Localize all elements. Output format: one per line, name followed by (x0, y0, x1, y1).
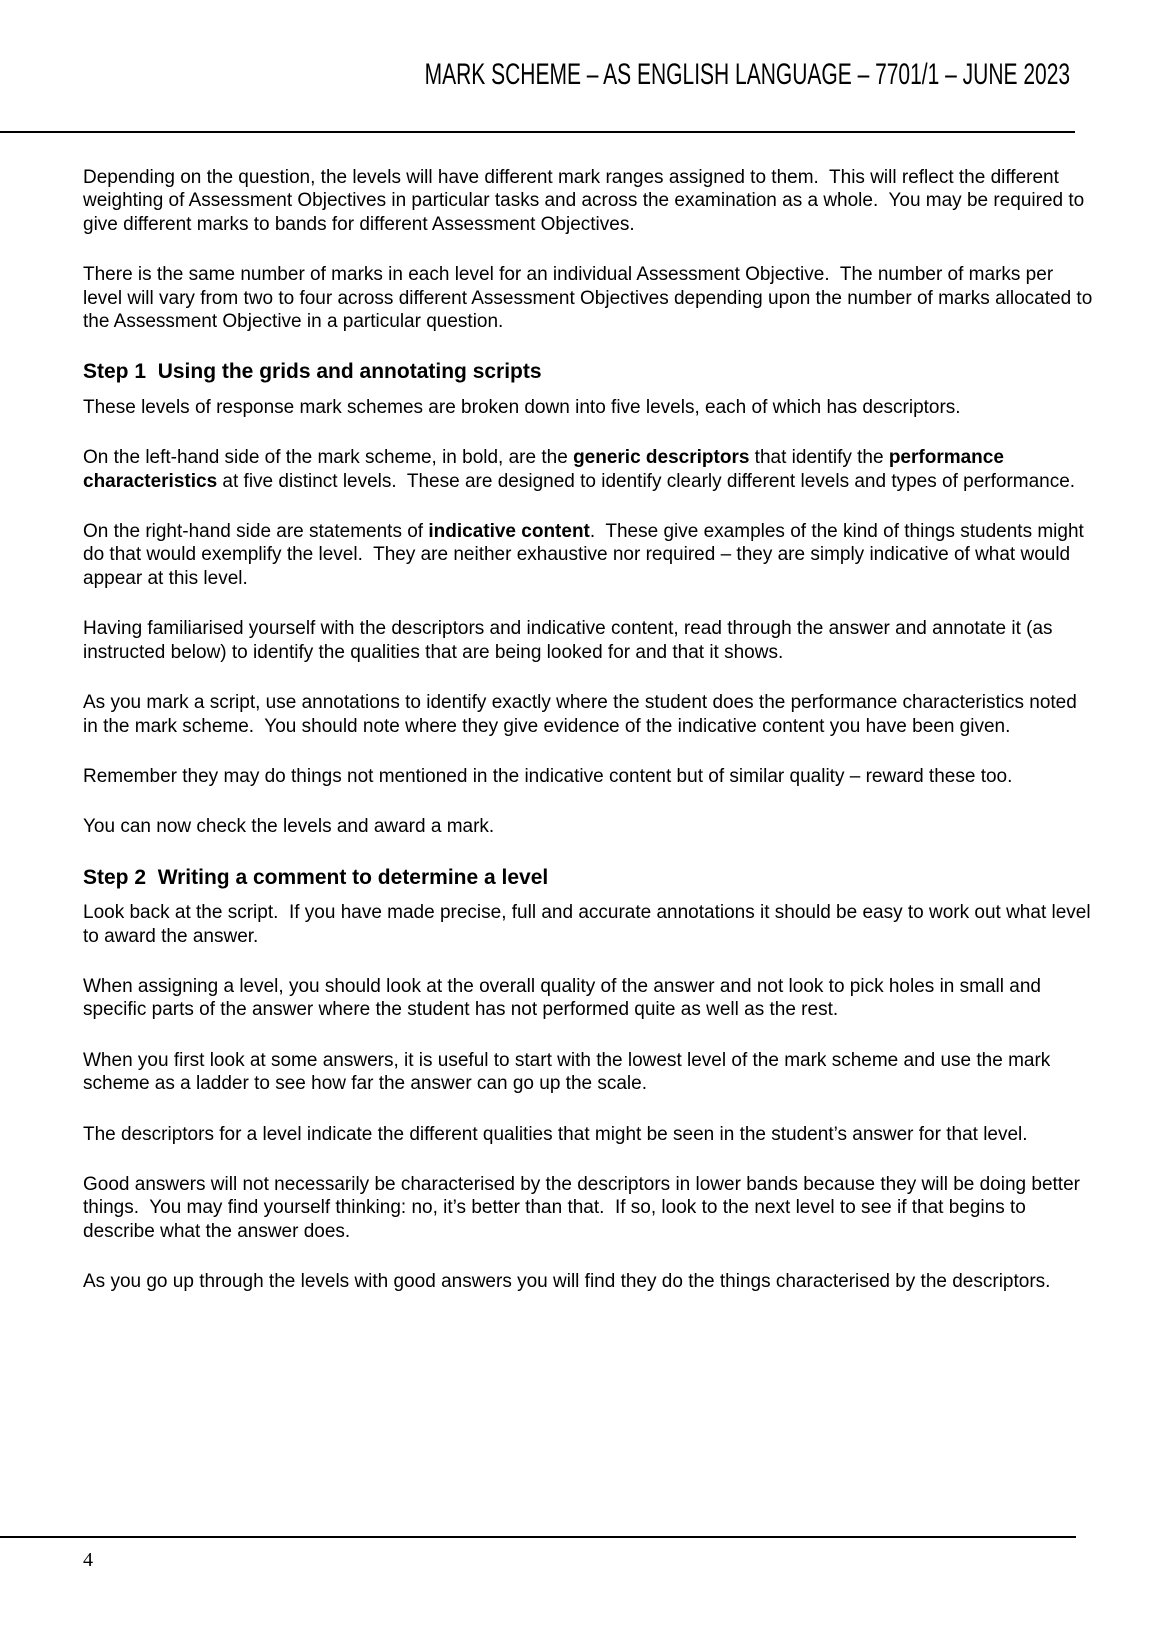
paragraph-intro-2: There is the same number of marks in each level for an individual Assessment Objective. The number of marks per level will vary from two to four across different Assessment Objectives depending upon the number of marks allocated to the Assessment Objective in a particular question. (83, 264, 1098, 333)
bold-term-indicative-content: indicative content (428, 521, 590, 543)
header-divider-line (0, 131, 1075, 133)
page-number: 4 (83, 1549, 93, 1571)
text-segment: that identify the (749, 447, 889, 469)
step1-paragraph-5: As you mark a script, use annotations to identify exactly where the student does the performance characteristics noted in the mark scheme. You should note where they give evidence of the indicative content you have been given. (83, 692, 1083, 737)
step1-paragraph-6: Remember they may do things not mentioned in the indicative content but of similar quality – reward these too. (83, 765, 1013, 787)
bold-term-generic-descriptors: generic descriptors (573, 447, 750, 469)
step2-paragraph-4: The descriptors for a level indicate the different qualities that might be seen in the student’s answer for that level. (83, 1123, 1028, 1145)
text-segment: On the left-hand side of the mark scheme, in bold, are the (83, 447, 574, 469)
step2-paragraph-5: Good answers will not necessarily be characterised by the descriptors in lower bands because they will be doing better things. You may find yourself thinking: no, it’s better than that. If so, look to the next level to see if that begins to describe what the answer does. (83, 1173, 1086, 1242)
text-segment: at five distinct levels. These are designed to identify clearly different levels and types of performance. (217, 470, 1076, 492)
step1-paragraph-4: Having familiarised yourself with the descriptors and indicative content, read through the answer and annotate it (as instructed below) to identify the qualities that are being looked for and that it shows. (83, 618, 1058, 663)
step2-paragraph-3: When you first look at some answers, it is useful to start with the lowest level of the mark scheme and use the mark scheme as a ladder to see how far the answer can go up the scale. (83, 1049, 1056, 1095)
step1-paragraph-3 (83, 520, 1093, 590)
step2-paragraph-1: Look back at the script. If you have made precise, full and accurate annotations it should be easy to work out what level to award the answer. (83, 902, 1096, 947)
step2-paragraph-6: As you go up through the levels with good answers you will find they do the things characterised by the descriptors. (83, 1271, 1051, 1293)
step1-paragraph-1: These levels of response mark schemes are broken down into five levels, each of which has descriptors. (83, 396, 961, 418)
step1-paragraph-2 (83, 446, 1093, 493)
paragraph-intro-1: Depending on the question, the levels will have different mark ranges assigned to them. This will reflect the different weighting of Assessment Objectives in particular tasks and across the examination as a whole. You may be required to give different marks to bands for different Assessment Objectives. (83, 167, 1090, 235)
step2-paragraph-2: When assigning a level, you should look at the overall quality of the answer and not look to pick holes in small and specific parts of the answer where the student has not performed quite as well as the rest. (83, 975, 1047, 1021)
text-segment: On the right-hand side are statements of (83, 521, 429, 543)
bold-term-performance-characteristics: performance characteristics (83, 447, 1010, 492)
footer-divider-line (0, 1536, 1076, 1538)
text-segment: . These give examples of the kind of things students might do that would exemplify the level. They are neither exhaustive nor required – they are simply indicative of what would appear at this level. (83, 521, 1090, 589)
header-title-text: MARK SCHEME – AS ENGLISH LANGUAGE – 7701/1 – JUNE 2023 (424, 58, 1070, 91)
document-body (83, 166, 1098, 1321)
page-header (148, 57, 1070, 93)
step1-paragraph-7: You can now check the levels and award a mark. (83, 816, 495, 838)
step1-heading: Step 1 Using the grids and annotating scripts (83, 360, 542, 384)
step2-heading: Step 2 Writing a comment to determine a level (83, 865, 549, 889)
